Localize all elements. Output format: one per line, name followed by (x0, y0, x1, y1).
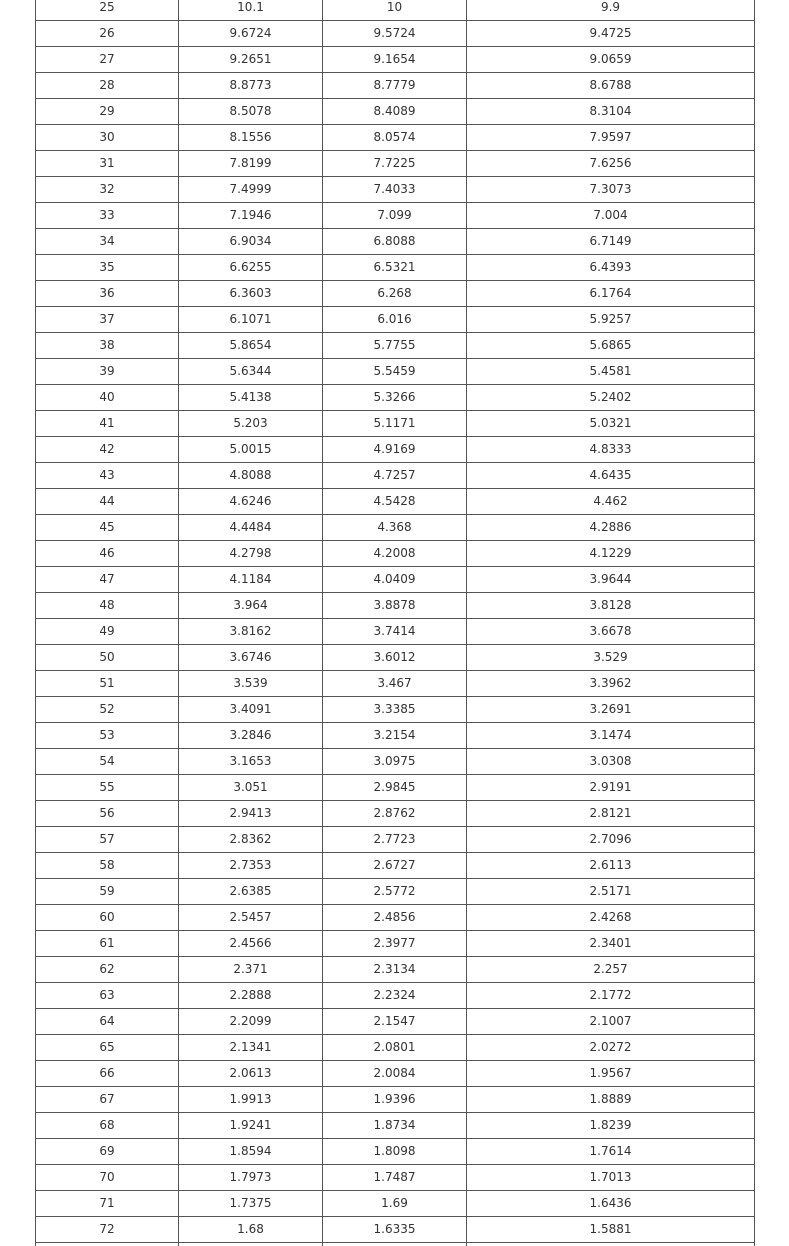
table-cell: 4.368 (323, 515, 467, 541)
table-cell: 1.9913 (179, 1087, 323, 1113)
table-cell: 59 (36, 879, 179, 905)
table-cell: 6.016 (323, 307, 467, 333)
table-cell: 3.2154 (323, 723, 467, 749)
table-cell: 62 (36, 957, 179, 983)
table-cell: 5.203 (179, 411, 323, 437)
table-cell: 72 (36, 1217, 179, 1243)
table-cell: 9.5724 (323, 21, 467, 47)
table-cell: 8.8773 (179, 73, 323, 99)
table-cell: 67 (36, 1087, 179, 1113)
table-row (36, 567, 755, 593)
table-cell: 35 (36, 255, 179, 281)
table-row (36, 99, 755, 125)
table-cell: 1.9241 (179, 1113, 323, 1139)
table-row (36, 73, 755, 99)
table-row (36, 697, 755, 723)
table-cell: 49 (36, 619, 179, 645)
table-row (36, 749, 755, 775)
table-row (36, 801, 755, 827)
table-cell: 8.4089 (323, 99, 467, 125)
table-cell: 29 (36, 99, 179, 125)
table-cell: 30 (36, 125, 179, 151)
table-cell: 2.5457 (179, 905, 323, 931)
table-row (36, 437, 755, 463)
table-cell: 5.6865 (467, 333, 755, 359)
table-cell: 2.4268 (467, 905, 755, 931)
table-cell: 7.1946 (179, 203, 323, 229)
table-cell: 2.8762 (323, 801, 467, 827)
table-cell: 2.2324 (323, 983, 467, 1009)
table-row (36, 307, 755, 333)
table-row (36, 385, 755, 411)
table-cell: 45 (36, 515, 179, 541)
table-cell: 1.6335 (323, 1217, 467, 1243)
table-cell: 53 (36, 723, 179, 749)
table-row (36, 1165, 755, 1191)
table-cell: 2.3401 (467, 931, 755, 957)
table-cell: 7.3073 (467, 177, 755, 203)
table-cell: 1.7375 (179, 1191, 323, 1217)
table-cell: 2.9191 (467, 775, 755, 801)
table-cell: 6.6255 (179, 255, 323, 281)
table-cell: 39 (36, 359, 179, 385)
table-cell: 42 (36, 437, 179, 463)
table-cell: 4.9169 (323, 437, 467, 463)
table-cell: 2.2888 (179, 983, 323, 1009)
table-cell: 2.1007 (467, 1009, 755, 1035)
table-row (36, 151, 755, 177)
table-row (36, 463, 755, 489)
table-cell: 8.3104 (467, 99, 755, 125)
table-cell: 2.4856 (323, 905, 467, 931)
table-cell: 4.5428 (323, 489, 467, 515)
table-cell: 5.8654 (179, 333, 323, 359)
table-cell: 68 (36, 1113, 179, 1139)
table-cell: 2.7353 (179, 853, 323, 879)
table-cell: 5.5459 (323, 359, 467, 385)
table-cell: 63 (36, 983, 179, 1009)
table-cell: 34 (36, 229, 179, 255)
table-cell: 5.4581 (467, 359, 755, 385)
table-cell: 65 (36, 1035, 179, 1061)
table-row (36, 177, 755, 203)
table-row (36, 489, 755, 515)
table-row (36, 723, 755, 749)
table-cell: 64 (36, 1009, 179, 1035)
table-cell: 2.6385 (179, 879, 323, 905)
table-row (36, 1035, 755, 1061)
table-cell: 61 (36, 931, 179, 957)
table-cell: 2.257 (467, 957, 755, 983)
table-cell: 2.8121 (467, 801, 755, 827)
table-cell: 1.8889 (467, 1087, 755, 1113)
table-cell: 3.467 (323, 671, 467, 697)
table-cell (179, 1243, 323, 1246)
table-cell: 4.0409 (323, 567, 467, 593)
table-cell: 25 (36, 0, 179, 21)
table-cell: 9.0659 (467, 47, 755, 73)
table-cell: 7.4033 (323, 177, 467, 203)
table-cell: 32 (36, 177, 179, 203)
table-cell: 3.8128 (467, 593, 755, 619)
table-cell (36, 1243, 179, 1246)
table-cell: 1.7614 (467, 1139, 755, 1165)
table-cell: 4.8333 (467, 437, 755, 463)
table-cell: 4.7257 (323, 463, 467, 489)
table-row (36, 333, 755, 359)
table-cell: 36 (36, 281, 179, 307)
table-row (36, 1243, 755, 1246)
table-body (36, 0, 755, 1246)
table-cell: 6.3603 (179, 281, 323, 307)
table-cell: 3.2846 (179, 723, 323, 749)
table-cell: 3.0975 (323, 749, 467, 775)
table-cell: 5.4138 (179, 385, 323, 411)
table-row (36, 593, 755, 619)
table-row (36, 905, 755, 931)
table-cell: 56 (36, 801, 179, 827)
table-cell: 3.9644 (467, 567, 755, 593)
table-cell: 2.4566 (179, 931, 323, 957)
table-cell: 44 (36, 489, 179, 515)
table-row (36, 0, 755, 21)
table-cell: 4.6246 (179, 489, 323, 515)
table-row (36, 853, 755, 879)
table-cell (323, 1243, 467, 1246)
table-cell: 8.0574 (323, 125, 467, 151)
table-row (36, 47, 755, 73)
table-cell: 71 (36, 1191, 179, 1217)
table-cell: 2.371 (179, 957, 323, 983)
table-cell: 27 (36, 47, 179, 73)
table-cell: 4.462 (467, 489, 755, 515)
table-cell: 10 (323, 0, 467, 21)
table-row (36, 827, 755, 853)
table-cell: 8.7779 (323, 73, 467, 99)
table-cell: 66 (36, 1061, 179, 1087)
table-cell: 7.004 (467, 203, 755, 229)
table-cell: 2.9413 (179, 801, 323, 827)
table-row (36, 21, 755, 47)
table-cell: 7.4999 (179, 177, 323, 203)
table-cell: 1.69 (323, 1191, 467, 1217)
table-cell: 3.529 (467, 645, 755, 671)
table-row (36, 1009, 755, 1035)
table-cell: 58 (36, 853, 179, 879)
table-cell: 70 (36, 1165, 179, 1191)
table-cell: 41 (36, 411, 179, 437)
table-cell: 7.9597 (467, 125, 755, 151)
table-cell: 3.539 (179, 671, 323, 697)
table-cell: 2.3134 (323, 957, 467, 983)
table-cell: 38 (36, 333, 179, 359)
table-cell: 2.5772 (323, 879, 467, 905)
table-row (36, 281, 755, 307)
table-cell: 3.051 (179, 775, 323, 801)
table-cell: 4.2798 (179, 541, 323, 567)
table-cell: 43 (36, 463, 179, 489)
table-cell: 1.7487 (323, 1165, 467, 1191)
table-row (36, 229, 755, 255)
table-cell: 5.1171 (323, 411, 467, 437)
table-cell: 1.5881 (467, 1217, 755, 1243)
table-cell: 8.6788 (467, 73, 755, 99)
table-row (36, 931, 755, 957)
table-cell: 9.2651 (179, 47, 323, 73)
table-cell: 9.9 (467, 0, 755, 21)
table-cell: 2.9845 (323, 775, 467, 801)
data-table-container (35, 0, 754, 1246)
table-cell: 3.6678 (467, 619, 755, 645)
table-cell: 7.099 (323, 203, 467, 229)
table-cell: 6.1764 (467, 281, 755, 307)
table-cell: 6.8088 (323, 229, 467, 255)
table-cell: 2.0801 (323, 1035, 467, 1061)
table-row (36, 125, 755, 151)
table-cell: 3.6746 (179, 645, 323, 671)
table-row (36, 1139, 755, 1165)
table-cell: 26 (36, 21, 179, 47)
table-cell: 2.1547 (323, 1009, 467, 1035)
table-cell: 1.8594 (179, 1139, 323, 1165)
table-cell: 8.1556 (179, 125, 323, 151)
table-cell: 31 (36, 151, 179, 177)
table-cell: 7.7225 (323, 151, 467, 177)
table-cell: 51 (36, 671, 179, 697)
table-cell: 6.9034 (179, 229, 323, 255)
table-cell: 2.1772 (467, 983, 755, 1009)
table-cell: 3.964 (179, 593, 323, 619)
table-cell: 3.4091 (179, 697, 323, 723)
table-cell: 3.3962 (467, 671, 755, 697)
table-row (36, 619, 755, 645)
table-row (36, 1061, 755, 1087)
table-cell: 7.8199 (179, 151, 323, 177)
table-cell: 6.268 (323, 281, 467, 307)
table-cell: 5.0321 (467, 411, 755, 437)
table-cell: 2.0272 (467, 1035, 755, 1061)
table-cell: 1.7973 (179, 1165, 323, 1191)
table-cell: 40 (36, 385, 179, 411)
table-row (36, 411, 755, 437)
table-cell: 3.3385 (323, 697, 467, 723)
table-row (36, 775, 755, 801)
table-cell: 46 (36, 541, 179, 567)
table-cell: 3.8878 (323, 593, 467, 619)
table-cell: 3.0308 (467, 749, 755, 775)
table-cell: 4.1184 (179, 567, 323, 593)
table-cell: 48 (36, 593, 179, 619)
table-cell: 10.1 (179, 0, 323, 21)
table-cell: 47 (36, 567, 179, 593)
table-cell: 1.8098 (323, 1139, 467, 1165)
table-cell: 6.1071 (179, 307, 323, 333)
table-row (36, 1113, 755, 1139)
table-cell: 2.3977 (323, 931, 467, 957)
table-cell: 6.4393 (467, 255, 755, 281)
table-row (36, 203, 755, 229)
table-cell: 4.8088 (179, 463, 323, 489)
table-cell: 2.6727 (323, 853, 467, 879)
table-row (36, 645, 755, 671)
table-cell: 9.6724 (179, 21, 323, 47)
table-cell: 28 (36, 73, 179, 99)
table-cell: 2.7723 (323, 827, 467, 853)
table-row (36, 359, 755, 385)
table-cell: 2.1341 (179, 1035, 323, 1061)
table-cell: 1.9567 (467, 1061, 755, 1087)
table-cell: 33 (36, 203, 179, 229)
table-cell: 6.5321 (323, 255, 467, 281)
table-row (36, 671, 755, 697)
table-row (36, 1087, 755, 1113)
table-cell: 4.4484 (179, 515, 323, 541)
table-cell: 55 (36, 775, 179, 801)
table-row (36, 1191, 755, 1217)
table-cell: 2.2099 (179, 1009, 323, 1035)
table-cell: 3.1474 (467, 723, 755, 749)
table-cell: 2.7096 (467, 827, 755, 853)
table-cell: 5.9257 (467, 307, 755, 333)
table-cell: 60 (36, 905, 179, 931)
table-cell: 8.5078 (179, 99, 323, 125)
table-cell: 57 (36, 827, 179, 853)
table-cell: 1.8734 (323, 1113, 467, 1139)
table-cell: 4.1229 (467, 541, 755, 567)
table-cell: 7.6256 (467, 151, 755, 177)
table-cell: 4.2008 (323, 541, 467, 567)
table-row (36, 1217, 755, 1243)
table-cell: 1.7013 (467, 1165, 755, 1191)
table-cell: 4.2886 (467, 515, 755, 541)
table-row (36, 983, 755, 1009)
table-cell: 69 (36, 1139, 179, 1165)
table-cell: 3.1653 (179, 749, 323, 775)
table-cell: 2.6113 (467, 853, 755, 879)
table-cell: 2.8362 (179, 827, 323, 853)
table-cell (467, 1243, 755, 1246)
table-cell: 5.7755 (323, 333, 467, 359)
table-cell: 2.0084 (323, 1061, 467, 1087)
table-cell: 5.3266 (323, 385, 467, 411)
table-cell: 37 (36, 307, 179, 333)
table-cell: 1.9396 (323, 1087, 467, 1113)
table-row (36, 541, 755, 567)
table-cell: 1.68 (179, 1217, 323, 1243)
table-cell: 3.2691 (467, 697, 755, 723)
table-cell: 50 (36, 645, 179, 671)
table-cell: 9.4725 (467, 21, 755, 47)
table-cell: 5.6344 (179, 359, 323, 385)
data-table (35, 0, 755, 1246)
table-row (36, 515, 755, 541)
table-cell: 9.1654 (323, 47, 467, 73)
table-cell: 5.0015 (179, 437, 323, 463)
table-cell: 6.7149 (467, 229, 755, 255)
table-cell: 2.5171 (467, 879, 755, 905)
table-cell: 3.6012 (323, 645, 467, 671)
table-cell: 3.8162 (179, 619, 323, 645)
table-row (36, 879, 755, 905)
table-cell: 3.7414 (323, 619, 467, 645)
table-cell: 5.2402 (467, 385, 755, 411)
table-cell: 52 (36, 697, 179, 723)
table-cell: 2.0613 (179, 1061, 323, 1087)
table-cell: 1.6436 (467, 1191, 755, 1217)
table-cell: 4.6435 (467, 463, 755, 489)
table-cell: 54 (36, 749, 179, 775)
table-cell: 1.8239 (467, 1113, 755, 1139)
table-row (36, 957, 755, 983)
table-row (36, 255, 755, 281)
